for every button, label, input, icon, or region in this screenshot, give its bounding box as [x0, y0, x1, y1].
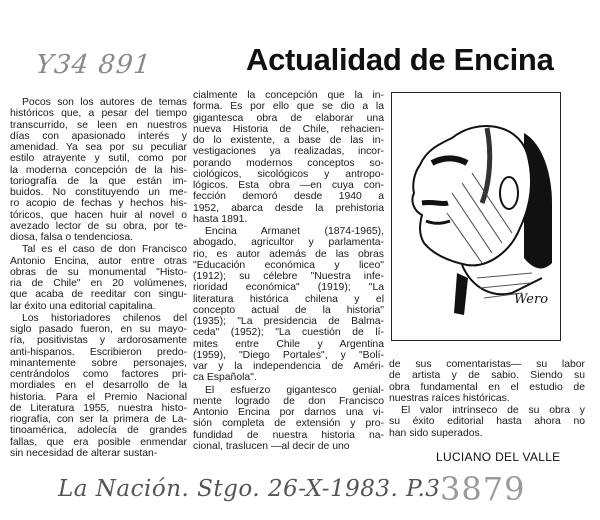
text-line: literatura histórica chilena y el	[193, 293, 384, 305]
text-line: toriografía de la que están im-	[10, 175, 187, 187]
handwritten-source-citation: La Nación. Stgo. 26-X-1983. P.3	[58, 476, 441, 502]
paragraph	[193, 385, 384, 453]
text-line: transcurrido, se leen en nuestros	[10, 119, 187, 131]
text-line: que acaba de reeditar con singu-	[10, 289, 187, 301]
text-line: concepto actual de la historia"	[193, 304, 384, 316]
text-line: "Educación económica y liceo"	[193, 259, 384, 271]
text-line: obras de su monumental "Histo-	[10, 266, 187, 278]
portrait-sketch-icon	[392, 93, 559, 339]
text-line: obra fundamental en el estudio de	[389, 381, 585, 393]
text-line: han sido superados.	[389, 427, 483, 439]
article-title: Actualidad de Encina	[246, 42, 554, 77]
text-line: var y la independencia de Améri-	[193, 361, 384, 372]
text-line: diosa, falsa o tendenciosa.	[10, 232, 134, 243]
text-line: sin necesidad de alterar sustan-	[10, 447, 158, 459]
text-line: historia. Para el Premio Nacional	[10, 391, 187, 403]
text-line: fección demoró desde 1940 a	[193, 191, 384, 203]
text-line: (1912); su célebre "Nuestra infe-	[193, 271, 384, 282]
text-line: forma. Es por ello que se dio a la	[193, 101, 384, 113]
text-line: nueva Historia de Chile, rehacien-	[193, 123, 384, 135]
text-line: vestigaciones ya realizadas, incor-	[193, 146, 384, 158]
text-line: de artista y de sabio. Siendo su	[389, 370, 585, 382]
text-line: anti-hispanos. Escribieron predo-	[10, 346, 187, 358]
text-line: fundidad de nuestra historia na-	[193, 429, 384, 441]
text-line: hasta 1891.	[193, 213, 248, 225]
text-line: ca Española".	[193, 372, 257, 384]
text-line: amenidad. Ya sea por su peculiar	[10, 142, 187, 153]
text-line: avezado lector de su obra, por te-	[10, 220, 187, 232]
text-line: ceda" (1952); "La cuestión de lí-	[193, 327, 384, 339]
text-line: días con apasionado interés y	[10, 130, 187, 142]
text-line: El valor intrínseco de su obra y	[401, 405, 585, 416]
text-line: abogado, agricultor y parlamenta-	[193, 237, 384, 249]
paragraph	[193, 226, 384, 384]
handwritten-archive-number: Y34 891	[34, 50, 153, 80]
paragraph	[10, 313, 187, 459]
text-line: cialmente la concepción que la in-	[193, 90, 384, 101]
text-line: ro acopio de fechas y hechos his-	[10, 198, 187, 210]
text-line: tóricos, que hacen huir al novel o	[10, 209, 187, 221]
text-line: Antonio Encina, autor entre otras	[10, 255, 187, 267]
author-byline: LUCIANO DEL VALLE	[436, 450, 561, 464]
text-line: minantemente sobre personajes,	[10, 357, 187, 369]
paragraph	[389, 405, 585, 439]
text-line: mordiales en el desarrollo de la	[10, 380, 187, 392]
text-line: mente logrado de don Francisco	[193, 395, 384, 407]
portrait-illustration	[391, 92, 561, 341]
text-line: de sus comentaristas— su labor	[389, 359, 585, 370]
text-line: estilo atrayente y sutil, como por	[10, 153, 187, 165]
text-line: Tal es el caso de don Francisco	[22, 244, 187, 256]
paragraph	[193, 90, 384, 225]
text-line: do lo existente, a base de las in-	[193, 135, 384, 146]
text-line: buidos. No constituyendo un me-	[10, 187, 187, 198]
text-line: ciológicos, sicológicos y antropo-	[193, 168, 384, 180]
text-line: lar éxito una editorial capitalina.	[10, 300, 156, 312]
text-line: fallas, que era posible enmendar	[10, 436, 187, 448]
text-line: El esfuerzo gigantesco genial-	[205, 384, 384, 396]
text-line: (1959), "Diego Portales", y "Bolí-	[193, 349, 384, 361]
text-line: Encina Armanet (1874-1965),	[205, 226, 384, 237]
text-line: tinoamérica, adolecía de grandes	[10, 425, 187, 437]
text-line: históricos que, a pesar del tiempo	[10, 108, 187, 120]
text-line: lógicos. Esta obra —en cuya con-	[193, 180, 384, 191]
text-line: la moderna concepción de la his-	[10, 164, 187, 176]
text-line: gigantesca obra de elaborar una	[193, 112, 384, 124]
text-line: ría, positivistas y ardorosamente	[10, 335, 187, 347]
text-line: sión completa de extensión y pro-	[193, 418, 384, 430]
paragraph	[10, 97, 187, 243]
text-line: (1935); "La presidencia de Balma-	[193, 316, 384, 327]
text-line: rioridad económica" (1919); "La	[193, 282, 384, 294]
text-line: Los historiadores chilenos del	[22, 312, 187, 324]
text-line: siglo pasado fueron, en su mayo-	[10, 324, 187, 335]
text-line: de Literatura 1955, nuestra histo-	[10, 402, 187, 414]
text-line: mites entre Chile y Argentina	[193, 338, 384, 350]
article-column-3	[389, 359, 585, 440]
illustrator-signature: Wero	[514, 292, 549, 307]
text-line: rio, es autor además de las obras	[193, 248, 384, 260]
text-line: porando modernos conceptos so-	[193, 157, 384, 169]
text-line: su éxito editorial hasta ahora no	[389, 416, 585, 428]
text-line: 1952, abarca desde la prehistoria	[193, 202, 384, 214]
text-line: centrándolos como factores pri-	[10, 369, 187, 380]
article-column-2	[193, 90, 384, 453]
text-line: ria de Chile" en 20 volúmenes,	[10, 278, 187, 289]
article-column-1	[10, 97, 187, 460]
paragraph	[389, 359, 585, 404]
text-line: Pocos son los autores de temas	[22, 97, 187, 108]
paragraph	[10, 244, 187, 312]
text-line: Antonio Encina por darnos una vi-	[193, 407, 384, 418]
handwritten-catalog-number: 3879	[440, 470, 526, 508]
text-line: cional, traslucen —al decir de uno	[193, 440, 350, 452]
text-line: riografía, con ser la primera de La-	[10, 414, 187, 425]
text-line: nuestras raíces históricas.	[389, 392, 510, 404]
